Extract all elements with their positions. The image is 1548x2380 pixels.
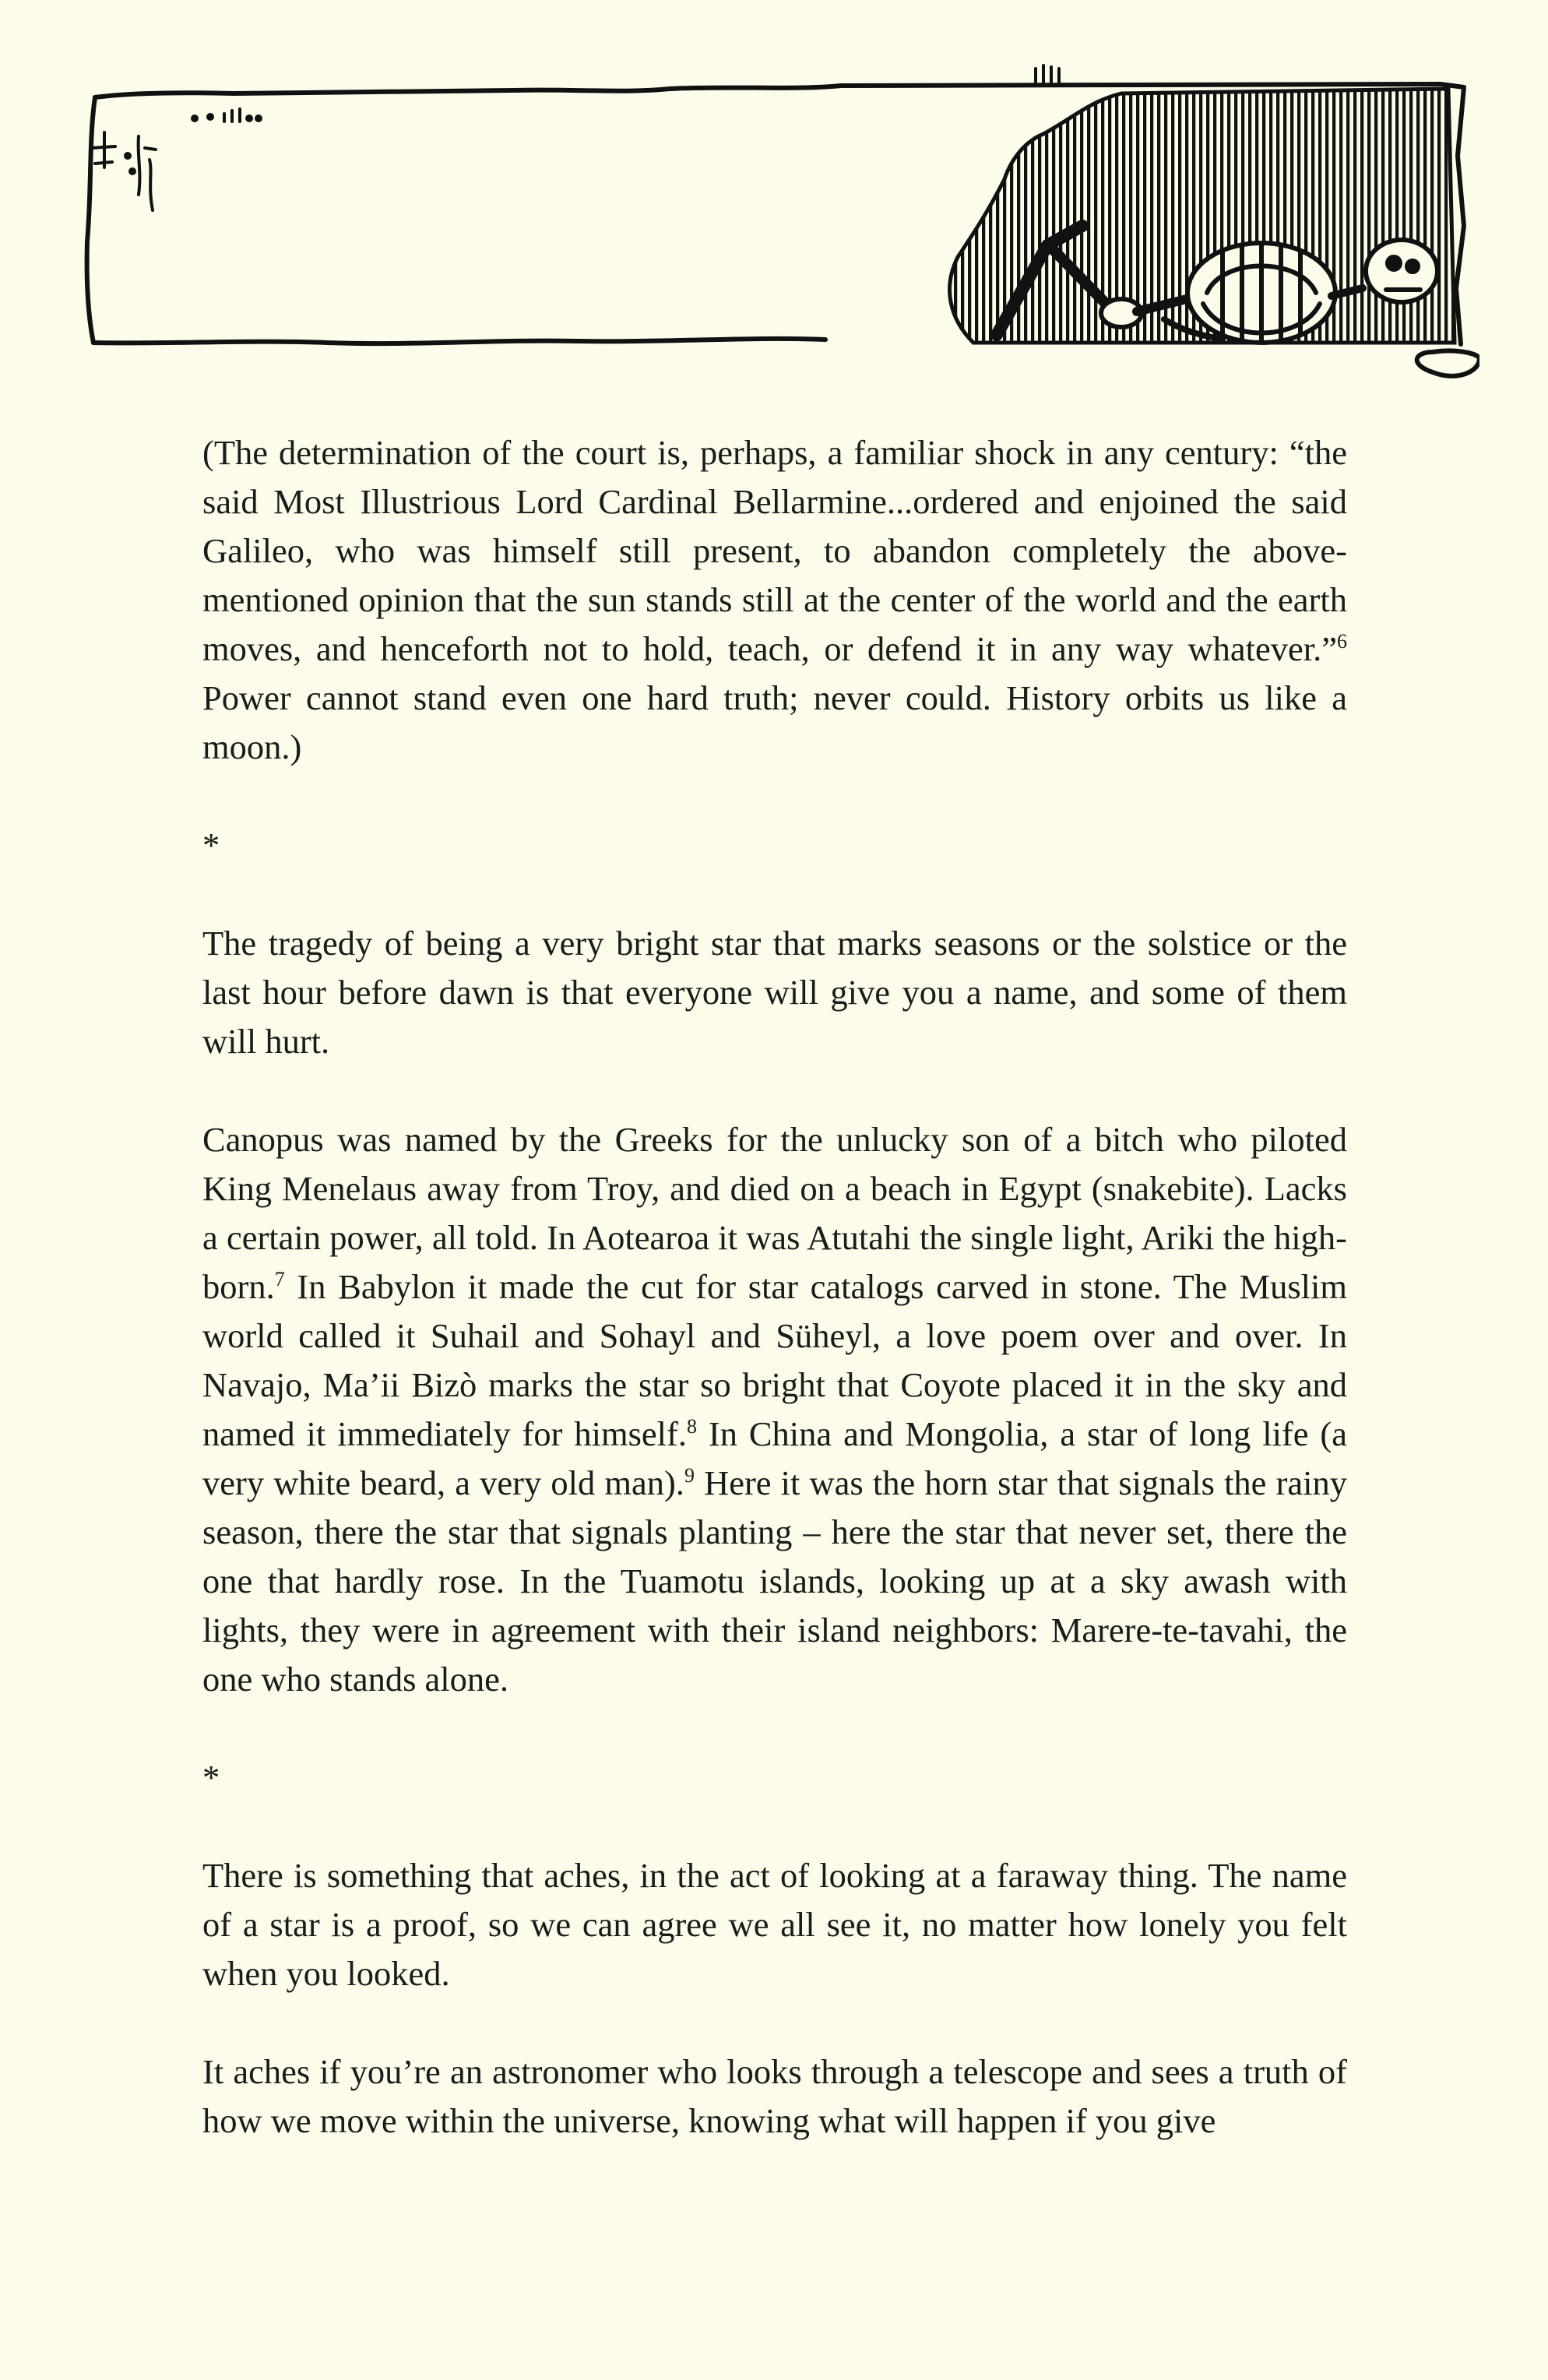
text-segment: Power cannot stand even one hard truth; never could. History orbits us like a moon.)	[202, 678, 1347, 766]
text-segment: In Babylon it made the cut for star catalogs carved in stone. The Muslim world called it Suhail and Sohayl and Süheyl, a love poem over and over. In Navajo, Ma’ii Bizò marks the star so bright that Coyote placed it in the sky and named it immediately for himself.	[202, 1267, 1347, 1453]
body-paragraph	[202, 2047, 1347, 2146]
section-separator	[202, 1753, 1347, 1802]
page-body-text	[202, 428, 1347, 2146]
text-segment: The tragedy of being a very bright star that marks seasons or the solstice or the last hour before dawn is that everyone will give you a name, and some of them will hurt.	[202, 924, 1347, 1061]
header-illustration	[78, 62, 1479, 389]
text-segment: There is something that aches, in the act of looking at a faraway thing. The name of a star is a proof, so we can agree we all see it, no matter how lonely you felt when you looked.	[202, 1856, 1347, 1993]
body-paragraph	[202, 1851, 1347, 1998]
footnote-marker: 9	[684, 1464, 695, 1488]
text-segment: *	[202, 826, 220, 864]
body-paragraph	[202, 919, 1347, 1066]
text-segment: It aches if you’re an astronomer who looks through a telescope and sees a truth of how we move within the universe, knowing what will happen if you give	[202, 2052, 1347, 2140]
section-separator	[202, 821, 1347, 870]
text-segment: Here it was the horn star that signals the rainy season, there the star that signals planting – here the star that never set, there the one that hardly rose. In the Tuamotu islands, looking up at a sky awash with lights, they were in agreement with their island neighbors: Marere-te-tavahi, the one who stands alone.	[202, 1463, 1348, 1699]
text-segment: In China and Mongolia, a star of long life (a very white beard, a very old man).	[202, 1414, 1347, 1502]
footnote-marker: 8	[686, 1415, 697, 1438]
body-paragraph	[202, 428, 1347, 772]
footnote-marker: 6	[1337, 630, 1347, 653]
footnote-marker: 7	[274, 1268, 285, 1291]
text-segment: *	[202, 1758, 220, 1797]
text-segment: (The determination of the court is, perhaps, a familiar shock in any century: “the said Most Illustrious Lord Cardinal Bellarmine...ordered and enjoined the said Galileo, who was himself still present, to abandon completely the above-mentioned opinion that the sun stands still at the center of the world and the earth moves, and henceforth not to hold, teach, or defend it in any way whatever.”	[202, 433, 1347, 668]
text-segment: Canopus was named by the Greeks for the unlucky son of a bitch who piloted King Menelaus away from Troy, and died on a beach in Egypt (snakebite). Lacks a certain power, all told. In Aotearoa it was Atutahi the single light, Ariki the high-born.	[202, 1120, 1347, 1306]
left-ornament	[92, 132, 156, 210]
body-paragraph	[202, 1115, 1347, 1704]
